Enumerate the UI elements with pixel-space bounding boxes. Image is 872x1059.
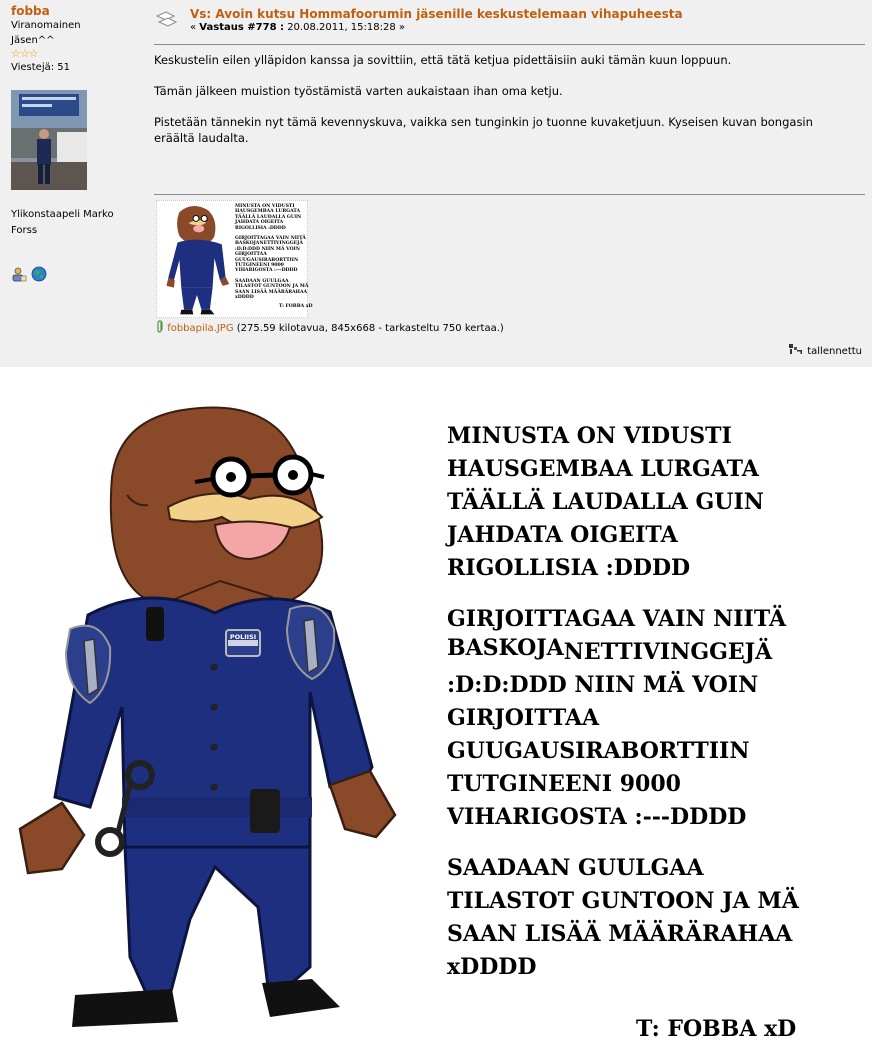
- thumb-line: VIHARIGOSTA :---DDDD: [235, 268, 298, 274]
- thumb-line: SAAN LISÄÄ MÄÄRÄRAHAA: [235, 289, 308, 295]
- post-paragraph: Tämän jälkeen muistion työstämistä varten aukaistaan ihan oma ketju.: [154, 84, 563, 98]
- thumb-line: GIRJOITTAA: [235, 252, 267, 258]
- attachment-info: (275.59 kilotavua, 845x668 - tarkasteltu 750 kertaa.): [233, 323, 504, 334]
- thumb-line: BASKOJA: [235, 241, 260, 247]
- caption-line: SAADAAN GUULGAA: [447, 855, 704, 881]
- post-icon: [154, 9, 178, 33]
- thumb-line: TILASTOT GUNTOON JA MÄ: [235, 284, 309, 290]
- save-icon: [788, 343, 804, 355]
- caption-line: TÄÄLLÄ LAUDALLA GUIN: [447, 489, 764, 515]
- globe-icon[interactable]: [31, 266, 47, 282]
- thumb-line: TUTGINEENI 9000: [235, 263, 284, 269]
- poster-group: Jäsen^^: [11, 35, 55, 46]
- thumb-line: :D:D:DDD NIIN MÄ VOIN: [235, 246, 300, 252]
- caption-line: JAHDATA OIGEITA: [447, 522, 678, 548]
- profile-icon[interactable]: [11, 266, 27, 282]
- caption-line: HAUSGEMBAA LURGATA: [447, 456, 759, 482]
- caption-line: SAAN LISÄÄ MÄÄRÄRAHAA: [447, 921, 793, 947]
- forum-post: [0, 0, 872, 367]
- caption-line: RIGOLLISIA :DDDD: [447, 555, 691, 581]
- poster-name[interactable]: fobba: [11, 4, 50, 18]
- thumb-line: TÄÄLLÄ LAUDALLA GUIN: [235, 214, 302, 220]
- thumb-line: GUUGAUSIRABORTTIIN: [235, 257, 299, 263]
- thumb-line: NETTIVINGGEJÄ: [259, 241, 303, 247]
- caption-word: NETTIVINGGEJÄ: [563, 639, 773, 665]
- header-divider: [154, 44, 865, 45]
- poster-info: [11, 4, 141, 236]
- thumb-line: SAADAAN GUULGAA: [235, 278, 289, 284]
- caption-line: TILASTOT GUNTOON JA MÄ: [447, 888, 799, 914]
- attachment-thumbnail[interactable]: [156, 200, 313, 318]
- post-body: [154, 52, 854, 161]
- caption-line: VIHARIGOSTA :---DDDD: [447, 804, 747, 830]
- saved-label: tallennettu: [807, 346, 862, 357]
- caption-line: TUTGINEENI 9000: [447, 771, 681, 797]
- attachment-link[interactable]: fobbapila.JPG: [167, 323, 234, 334]
- caption-line: xDDDD: [447, 954, 537, 980]
- thumb-line: HAUSGEMBAA LURGATA: [235, 209, 301, 215]
- thumb-line: GIRJOITTAGAA VAIN NIITÄ: [235, 236, 306, 242]
- post-subject[interactable]: Vs: Avoin kutsu Hommafoorumin jäsenille keskustelemaan vihapuheesta: [190, 7, 683, 21]
- rank-stars: ☆☆☆: [11, 47, 38, 60]
- attachment-row: [156, 320, 504, 334]
- caption-line: GIRJOITTAA: [447, 705, 600, 731]
- poster-rank: Viranomainen: [11, 20, 81, 31]
- caption-word: BASKOJA: [447, 635, 564, 661]
- poster-post-count: Viestejä: 51: [11, 62, 71, 73]
- attachment-divider: [154, 194, 865, 195]
- post-paragraph: Keskustelin eilen ylläpidon kanssa ja sovittiin, että tätä ketjua pidettäisiin auki tämän kuun loppuun.: [154, 53, 732, 67]
- poster-custom-title: Ylikonstaapeli Marko Forss: [11, 209, 114, 236]
- caption-line: MINUSTA ON VIDUSTI: [447, 423, 732, 449]
- thumb-line: MINUSTA ON VIDUSTI: [235, 204, 295, 209]
- caption-line: GUUGAUSIRABORTTIIN: [447, 738, 750, 764]
- saved-indicator[interactable]: [788, 343, 862, 357]
- thumb-line: xDDDD: [235, 295, 254, 301]
- thumbnail-figure: [157, 201, 235, 319]
- thumb-line: T: FOBBA xD: [279, 303, 313, 309]
- badge-label: POLIISI: [229, 633, 257, 641]
- caption-line: :D:D:DDD NIIN MÄ VOIN: [447, 672, 759, 698]
- reply-number: Vastaus #778 :: [199, 22, 285, 33]
- reply-prefix: «: [190, 22, 200, 33]
- thumb-line: RIGOLLISIA :DDDD: [235, 225, 286, 231]
- attachment-full-image: [0, 367, 872, 1059]
- avatar: [11, 90, 87, 190]
- image-caption: [447, 420, 867, 984]
- reply-info: [190, 22, 405, 33]
- poster-icons: [11, 266, 47, 282]
- attachment-icon: [156, 320, 164, 334]
- image-signature: T: FOBBA xD: [636, 1016, 797, 1042]
- thumb-line: JAHDATA OIGEITA: [235, 220, 284, 226]
- post-paragraph: Pistetään tännekin nyt tämä kevennyskuva, vaikka sen tunginkin jo tuonne kuvaketjuun. Kyseisen kuvan bongasin eräältä laudalta.: [154, 115, 813, 145]
- caption-line: GIRJOITTAGAA VAIN NIITÄ: [447, 606, 787, 632]
- police-figure: [0, 367, 440, 1059]
- reply-date: 20.08.2011, 15:18:28 »: [284, 22, 406, 33]
- thumbnail-text: [235, 204, 313, 309]
